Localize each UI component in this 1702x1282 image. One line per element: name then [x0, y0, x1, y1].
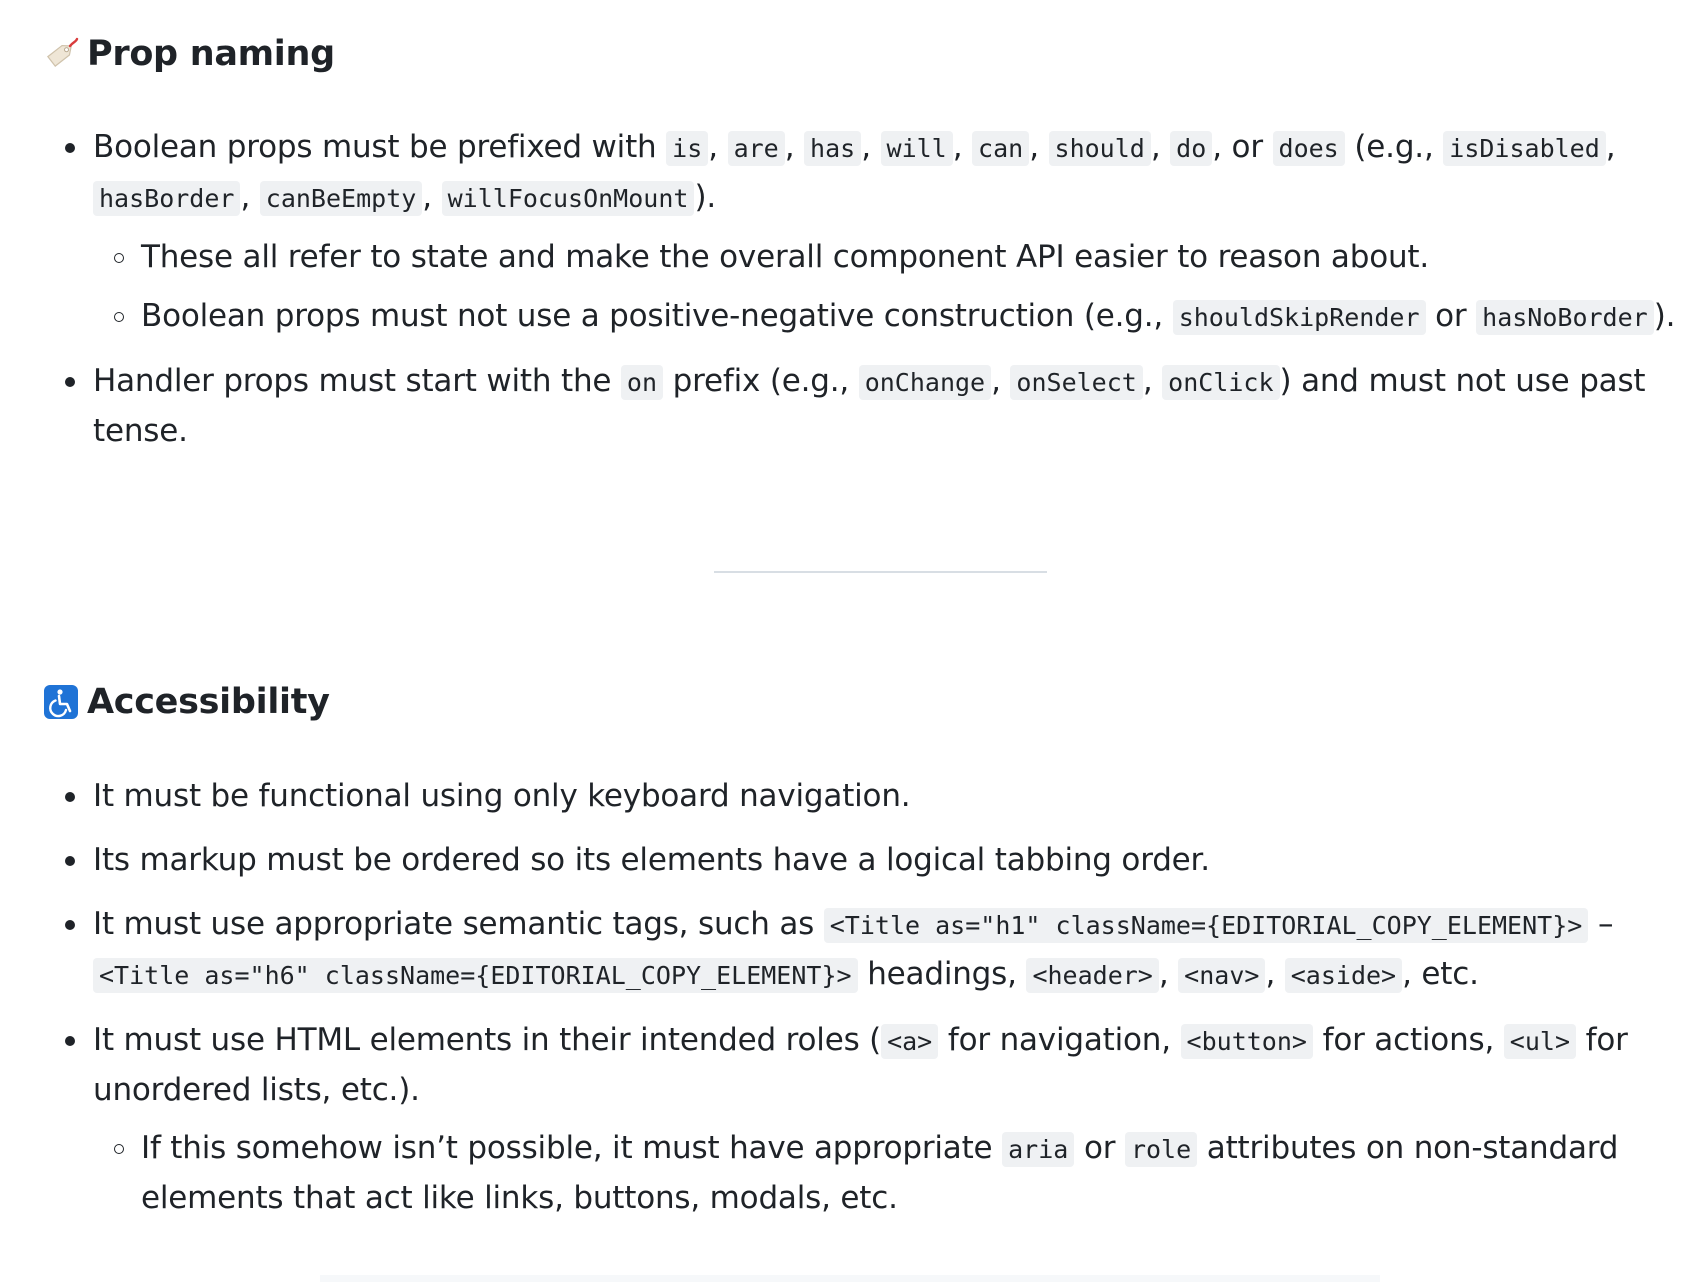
inline-code: hasBorder: [93, 181, 240, 216]
text: or: [1425, 298, 1477, 334]
text: ,: [1029, 129, 1049, 165]
text: ,: [240, 179, 260, 215]
text: ,: [1158, 956, 1179, 992]
inline-code: onChange: [859, 365, 991, 400]
text: for unordered lists, etc.).: [93, 1022, 1628, 1108]
heading-prop-naming: [43, 34, 335, 74]
inline-code: hasNoBorder: [1476, 300, 1654, 335]
text: for actions,: [1312, 1022, 1504, 1058]
inline-code: <button>: [1181, 1024, 1313, 1059]
label-tag-icon: [43, 36, 79, 72]
text: , etc.: [1402, 956, 1479, 992]
list-item: [141, 233, 1681, 281]
inline-code: does: [1273, 131, 1345, 166]
list-item: [93, 772, 1673, 820]
text: (e.g.,: [1344, 129, 1444, 165]
inline-code: will: [881, 131, 953, 166]
text: prefix (e.g.,: [663, 363, 859, 399]
text: Boolean props must not use a positive-negative construction (e.g.,: [141, 298, 1173, 334]
list-item: [93, 900, 1673, 1000]
inline-code: shouldSkipRender: [1173, 300, 1426, 335]
text: These all refer to state and make the overall component API easier to reason about.: [141, 239, 1430, 275]
text: Handler props must start with the: [93, 363, 621, 399]
text: attributes on non-standard elements that act like links, buttons, modals, etc.: [141, 1130, 1619, 1216]
text: ,: [1150, 129, 1171, 165]
inline-code: should: [1049, 131, 1151, 166]
inline-code: isDisabled: [1443, 131, 1606, 166]
text: If this somehow isn’t possible, it must have appropriate: [141, 1130, 1003, 1166]
inline-code: do: [1170, 131, 1212, 166]
heading-accessibility: [43, 682, 330, 722]
text: ,: [1605, 129, 1616, 165]
text: Boolean props must be prefixed with: [93, 129, 667, 165]
inline-code: are: [728, 131, 785, 166]
inline-code: can: [972, 131, 1029, 166]
text: ,: [861, 129, 881, 165]
text: ,: [991, 363, 1011, 399]
text: It must use appropriate semantic tags, such as: [93, 906, 824, 942]
inline-code: onSelect: [1010, 365, 1142, 400]
text: ,: [708, 129, 728, 165]
text: for navigation,: [938, 1022, 1181, 1058]
inline-code: <ul>: [1504, 1024, 1576, 1059]
inline-code: is: [666, 131, 708, 166]
text: –: [1588, 906, 1614, 942]
inline-code: <nav>: [1178, 958, 1265, 993]
inline-code: <a>: [881, 1024, 938, 1059]
inline-code: onClick: [1162, 365, 1279, 400]
wheelchair-icon: [43, 684, 79, 720]
text: headings,: [857, 956, 1027, 992]
heading-text: Accessibility: [87, 682, 330, 722]
heading-text: Prop naming: [87, 34, 335, 74]
list-item: [141, 1124, 1681, 1222]
text: Its markup must be ordered so its elements have a logical tabbing order.: [93, 842, 1210, 878]
nested-list: [141, 1124, 1673, 1222]
text: ,: [784, 129, 805, 165]
inline-code: <header>: [1026, 958, 1158, 993]
inline-code: <aside>: [1285, 958, 1402, 993]
text: or: [1074, 1130, 1125, 1166]
inline-code: on: [621, 365, 663, 400]
bottom-divider: [320, 1275, 1380, 1282]
prop-naming-list: [93, 123, 1676, 455]
inline-code: has: [804, 131, 861, 166]
text: ).: [694, 179, 716, 215]
text: ,: [422, 179, 442, 215]
text: ,: [952, 129, 973, 165]
text: It must be functional using only keyboard navigation.: [93, 778, 911, 814]
text: ,: [1142, 363, 1163, 399]
list-item: [93, 123, 1676, 342]
nested-list: [141, 233, 1676, 342]
inline-code: role: [1125, 1132, 1197, 1167]
inline-code: <Title as="h1" className={EDITORIAL_COPY_ELEMENT}>: [824, 908, 1589, 943]
inline-code: aria: [1002, 1132, 1074, 1167]
list-item: [93, 1016, 1673, 1222]
inline-code: willFocusOnMount: [442, 181, 695, 216]
text: ) and must not use past tense.: [93, 363, 1646, 449]
text: , or: [1212, 129, 1273, 165]
list-item: [141, 292, 1681, 342]
horizontal-rule: [714, 571, 1047, 573]
list-item: [93, 836, 1673, 884]
text: ,: [1265, 956, 1285, 992]
inline-code: canBeEmpty: [260, 181, 423, 216]
list-item: [93, 357, 1673, 455]
text: ).: [1653, 298, 1676, 334]
accessibility-list: [93, 772, 1673, 1222]
inline-code: <Title as="h6" className={EDITORIAL_COPY_ELEMENT}>: [93, 958, 858, 993]
text: It must use HTML elements in their intended roles (: [93, 1022, 882, 1058]
